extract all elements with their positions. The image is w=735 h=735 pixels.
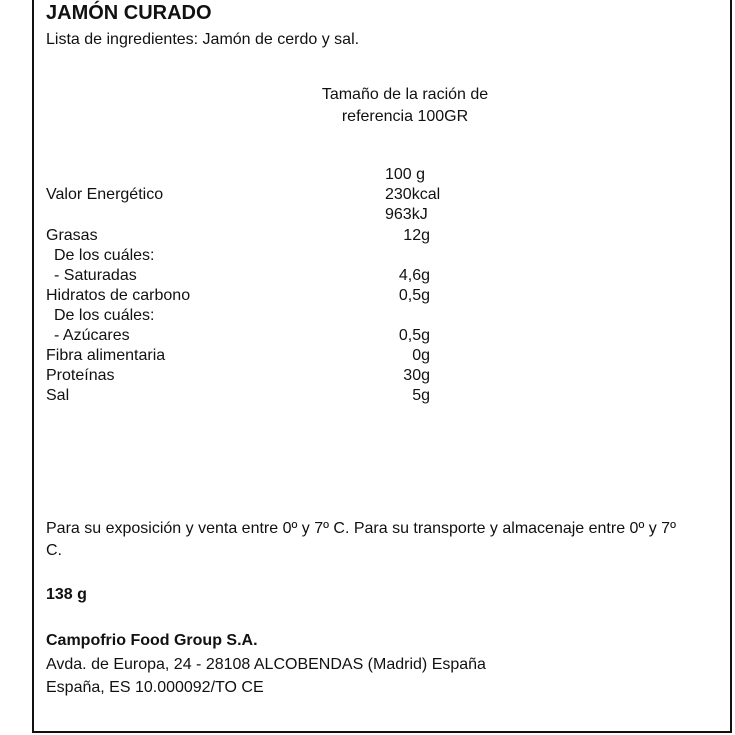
nutrient-value: 12g xyxy=(403,227,430,244)
nutrient-label: Proteínas xyxy=(46,367,115,384)
nutrition-column-header: 100 g xyxy=(385,166,426,183)
nutrient-label: Sal xyxy=(46,387,70,404)
ingredients-list: Lista de ingredientes: Jamón de cerdo y sal. xyxy=(46,31,360,48)
nutrient-value: 0,5g xyxy=(398,287,430,304)
nutrient-label: - Azúcares xyxy=(54,327,130,344)
serving-size xyxy=(300,84,510,128)
nutrient-label: Hidratos de carbono xyxy=(46,287,191,304)
serving-size-line1: Tamaño de la ración de xyxy=(321,86,489,103)
product-title: JAMÓN CURADO xyxy=(46,2,212,24)
net-weight: 138 g xyxy=(46,586,87,603)
energy-kcal: 230kcal xyxy=(385,186,441,203)
company-registry: España, ES 10.000092/TO CE xyxy=(46,679,264,696)
company-name: Campofrio Food Group S.A. xyxy=(46,632,258,649)
nutrient-label: De los cuáles: xyxy=(54,307,155,324)
nutrient-label: - Saturadas xyxy=(54,267,137,284)
serving-size-line2: referencia 100GR xyxy=(341,108,469,125)
nutrient-label: De los cuáles: xyxy=(54,247,155,264)
nutrient-value: 0,5g xyxy=(398,327,430,344)
energy-label: Valor Energético xyxy=(46,186,164,203)
nutrient-value: 0g xyxy=(412,347,430,364)
nutrient-label: Grasas xyxy=(46,227,98,244)
nutrient-value: 4,6g xyxy=(398,267,430,284)
company-address: Avda. de Europa, 24 - 28108 ALCOBENDAS (Madrid) España xyxy=(46,656,486,673)
nutrient-value: 5g xyxy=(412,387,430,404)
energy-kj: 963kJ xyxy=(385,206,428,223)
storage-instructions: Para su exposición y venta entre 0º y 7º C. Para su transporte y almacenaje entre 0º y 7º C. xyxy=(46,520,676,559)
nutrient-label: Fibra alimentaria xyxy=(46,347,166,364)
nutrient-value: 30g xyxy=(403,367,430,384)
